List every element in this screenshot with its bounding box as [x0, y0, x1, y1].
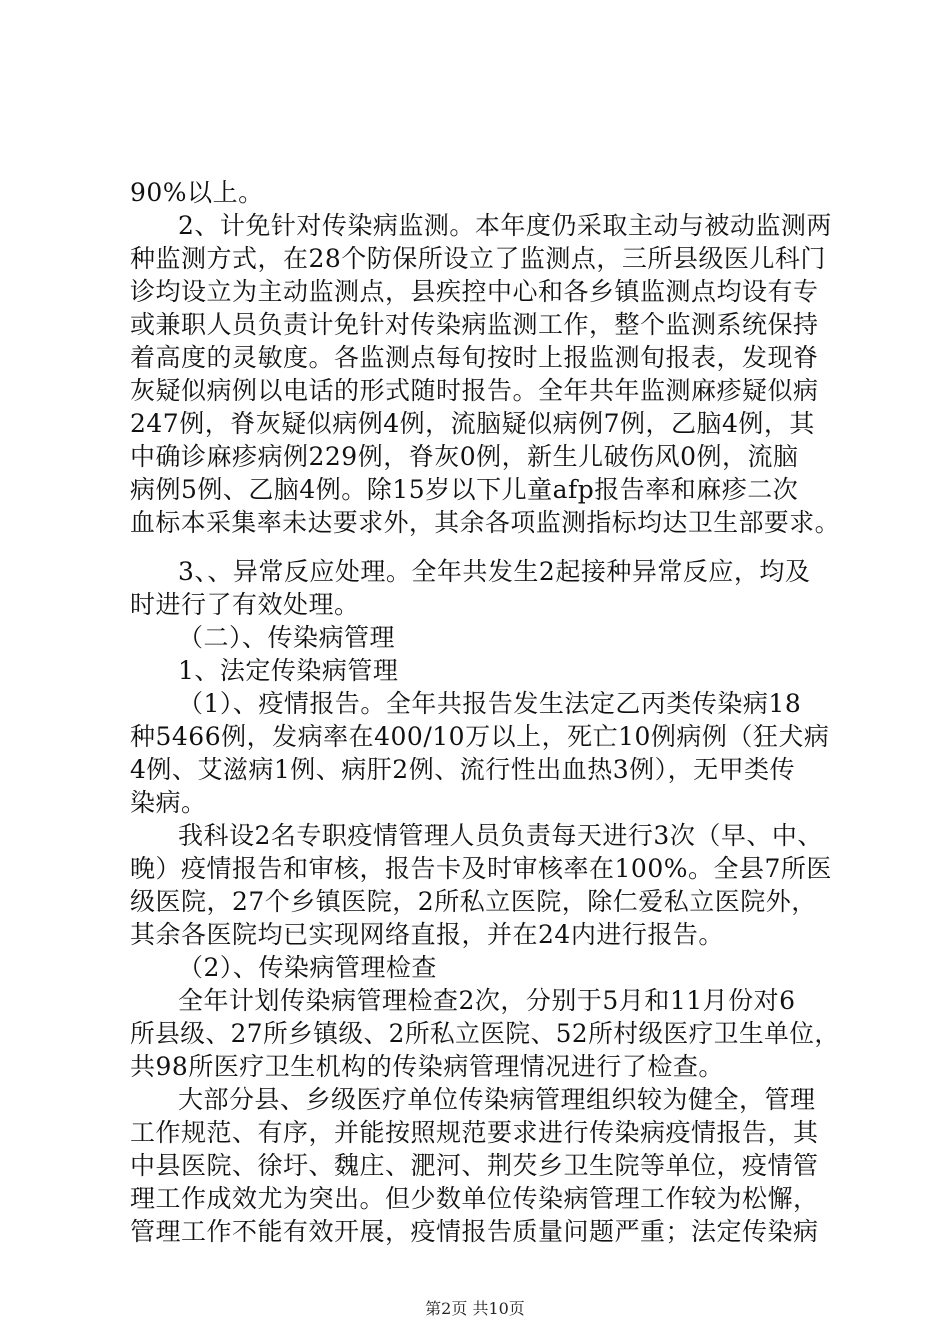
text-line: 或兼职人员负责计免针对传染病监测工作，整个监测系统保持 — [130, 310, 819, 339]
text-line: 病例5例、乙脑4例。除15岁以下儿童afp报告率和麻疹二次 — [130, 475, 799, 504]
text-line: 级医院，27个乡镇医院，2所私立医院，除仁爱私立医院外， — [130, 887, 817, 916]
text-line: 全年计划传染病管理检查2次，分别于5月和11月份对6 — [178, 986, 796, 1015]
text-line: 晚）疫情报告和审核，报告卡及时审核率在100%。全县7所医 — [130, 854, 832, 883]
text-line: 中县医院、徐圩、魏庄、淝河、荆芡乡卫生院等单位，疫情管 — [130, 1151, 819, 1180]
text-line: 时进行了有效处理。 — [130, 590, 360, 619]
text-line: 4例、艾滋病1例、病肝2例、流行性出血热3例），无甲类传 — [130, 755, 796, 784]
text-line: 灰疑似病例以电话的形式随时报告。全年共年监测麻疹疑似病 — [130, 376, 819, 405]
text-line: 血标本采集率未达要求外，其余各项监测指标均达卫生部要求。 — [130, 508, 841, 537]
section-heading: （二）、传染病管理 — [178, 623, 396, 652]
text-line: （1）、疫情报告。全年共报告发生法定乙丙类传染病18 — [178, 689, 802, 718]
text-line: 诊均设立为主动监测点，县疾控中心和各乡镇监测点均设有专 — [130, 277, 819, 306]
text-line: 其余各医院均已实现网络直报，并在24内进行报告。 — [130, 920, 724, 949]
subsection-heading: 1、法定传染病管理 — [178, 656, 399, 685]
text-line: 247例，脊灰疑似病例4例，流脑疑似病例7例，乙脑4例，其 — [130, 409, 815, 438]
text-line: 大部分县、乡级医疗单位传染病管理组织较为健全，管理 — [178, 1085, 816, 1114]
text-line: 种5466例，发病率在400/10万以上，死亡10例病例（狂犬病 — [130, 722, 830, 751]
text-line: 种监测方式，在28个防保所设立了监测点，三所县级医儿科门 — [130, 244, 826, 273]
text-line: 2、计免针对传染病监测。本年度仍采取主动与被动监测两 — [178, 211, 832, 240]
subsection-heading: （2）、传染病管理检查 — [178, 953, 437, 982]
text-line: 共98所医疗卫生机构的传染病管理情况进行了检查。 — [130, 1052, 724, 1081]
page-number: 第2页 共10页 — [425, 1299, 525, 1318]
text-line: 着高度的灵敏度。各监测点每旬按时上报监测旬报表，发现脊 — [130, 343, 819, 372]
text-line: 90%以上。 — [130, 178, 264, 207]
text-line: 所县级、27所乡镇级、2所私立医院、52所村级医疗卫生单位， — [130, 1019, 840, 1048]
text-line: 管理工作不能有效开展，疫情报告质量问题严重；法定传染病 — [130, 1217, 819, 1246]
text-line: 染病。 — [130, 788, 207, 817]
text-line: 中确诊麻疹病例229例，脊灰0例，新生儿破伤风0例，流脑 — [130, 442, 799, 471]
text-line: 工作规范、有序，并能按照规范要求进行传染病疫情报告，其 — [130, 1118, 819, 1147]
text-line: 3、、异常反应处理。全年共发生2起接种异常反应，均及 — [178, 557, 811, 586]
text-line: 我科设2名专职疫情管理人员负责每天进行3次（早、中、 — [178, 821, 823, 850]
text-line: 理工作成效尤为突出。但少数单位传染病管理工作较为松懈， — [130, 1184, 819, 1213]
